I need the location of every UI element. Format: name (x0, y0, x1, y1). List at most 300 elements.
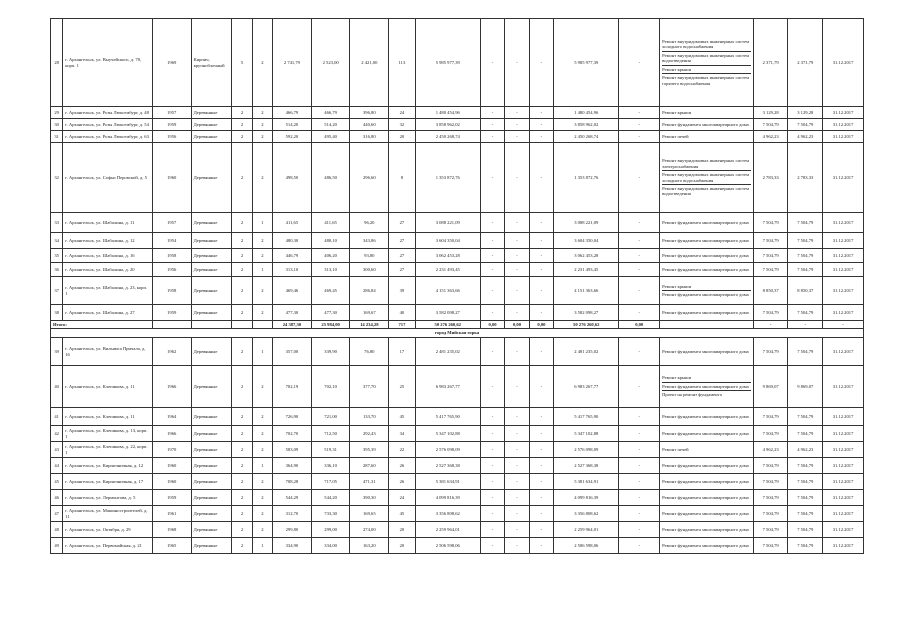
owners-fund-cell: 2 450 268,74 (554, 131, 619, 143)
work-type: Ремонт фундамента многоквартирного дома (662, 462, 749, 468)
row-number: 32 (51, 143, 63, 213)
work-type: Ремонт печей (662, 446, 689, 452)
floors-cell: 2 (232, 143, 252, 213)
total-area-cell: 446,79 (273, 249, 312, 263)
residential-area-cell: 395,39 (350, 442, 389, 458)
owners-fund-cell: 3 062 453,28 (554, 249, 619, 263)
deadline-cell: 31.12.2017 (823, 408, 864, 426)
living-area-cell: 733,30 (311, 506, 350, 522)
residents-cell: 27 (389, 263, 415, 277)
fund-regional-cell: - (505, 458, 529, 474)
deadline-cell: 31.12.2017 (823, 119, 864, 131)
limit-cost-cell: 4 962,23 (788, 131, 823, 143)
work-type: Ремонт внутридомовых инженерных систем водоотведения (662, 52, 751, 66)
fund1-sum: 0,00 (480, 321, 504, 329)
residential-area-cell: 2 421,00 (350, 19, 389, 107)
fund-federal-cell: - (480, 338, 504, 366)
total-area-cell: 583,09 (273, 442, 312, 458)
work-type: Ремонт фундамента многоквартирного дома (662, 252, 749, 258)
total-area-cell: 592,20 (273, 131, 312, 143)
fund-regional-cell: - (505, 338, 529, 366)
other-cell: - (619, 305, 660, 321)
address-cell: г. Архангельск, ул. Кирпичничная, д. 17 (63, 474, 153, 490)
table-row (51, 119, 864, 131)
residential-area-cell: 390,30 (350, 490, 389, 506)
other-sum: 0,00 (619, 321, 660, 329)
fund-federal-cell: - (480, 19, 504, 107)
owners-fund-cell: 3 356 808,62 (554, 506, 619, 522)
owners-fund-cell: 2 259 964,01 (554, 522, 619, 538)
work-type: Ремонт внутридомовых инженерных систем водоотведения (662, 185, 749, 197)
year-cell: 1956 (152, 131, 191, 143)
works-cell (660, 305, 754, 321)
address-cell: г. Архангельск, ул. Клепикова, д. 11 (63, 408, 153, 426)
address-cell: г. Архангельск, ул. Шабалина, д. 11 (63, 213, 153, 233)
cost-cell: 4 151 363,66 (415, 277, 480, 305)
year-cell: 1964 (152, 408, 191, 426)
repair-program-table (50, 18, 864, 554)
own-sum: 50 276 260,62 (554, 321, 619, 329)
fund-regional-cell: - (505, 506, 529, 522)
other-cell: - (619, 119, 660, 131)
total-label: Итого: (51, 321, 153, 329)
other-cell: - (619, 143, 660, 213)
limit-cost-cell: 3 129,28 (788, 107, 823, 119)
address-cell: г. Архангельск, ул. Лермонтова, д. 5 (63, 490, 153, 506)
table-row (51, 107, 864, 119)
table-row (51, 522, 864, 538)
residents-cell: 22 (389, 442, 415, 458)
fund-federal-cell: - (480, 408, 504, 426)
owners-fund-cell: 2 231 493,45 (554, 263, 619, 277)
cost-cell: 2 527 368,38 (415, 458, 480, 474)
total-area-cell: 498,50 (273, 143, 312, 213)
total-area-cell: 364,90 (273, 458, 312, 474)
year-cell: 1965 (152, 538, 191, 554)
fund-local-cell: - (529, 426, 553, 442)
entrances-cell: 2 (252, 305, 272, 321)
other-cell: - (619, 131, 660, 143)
other-cell: - (619, 277, 660, 305)
floors-cell: 2 (232, 458, 252, 474)
row-number: 45 (51, 474, 63, 490)
year-cell: 1962 (152, 338, 191, 366)
address-cell: г. Архангельск, ул. Розы Люксембург, д. 48 (63, 107, 153, 119)
work-type: Ремонт фундамента многоквартирного дома (662, 383, 751, 391)
entrances-cell: 1 (252, 538, 272, 554)
deadline-cell: 31.12.2017 (823, 19, 864, 107)
limit-cost-cell: 7 504,79 (788, 233, 823, 249)
living-area-cell: 480,10 (311, 233, 350, 249)
row-number: 43 (51, 442, 63, 458)
residents-cell: 26 (389, 458, 415, 474)
fund3-sum: 0,00 (529, 321, 553, 329)
address-cell: г. Архангельск, ул. Клепикова, д. 22, корп. 1 (63, 442, 153, 458)
row-number: 34 (51, 233, 63, 249)
table-row (51, 263, 864, 277)
wall-material-cell: Деревянные (191, 522, 232, 538)
limit-cost-cell: 7 504,79 (788, 426, 823, 442)
deadline-cell: 31.12.2017 (823, 366, 864, 408)
limit-cost-cell: 7 504,79 (788, 522, 823, 538)
residential-area-cell: 396,80 (350, 107, 389, 119)
residents-cell: 26 (389, 474, 415, 490)
wall-material-cell: Деревянные (191, 119, 232, 131)
unit-cost-cell: 7 504,79 (753, 263, 788, 277)
other-cell: - (619, 213, 660, 233)
owners-fund-cell: 5 417 765,90 (554, 408, 619, 426)
works-cell (660, 19, 754, 107)
works-cell (660, 249, 754, 263)
table-row (51, 366, 864, 408)
table-row (51, 277, 864, 305)
wall-material-cell: Деревянные (191, 263, 232, 277)
work-type: Ремонт фундамента многоквартирного дома (662, 478, 749, 484)
work-type: Ремонт печей (662, 133, 689, 139)
deadline-cell: 31.12.2017 (823, 277, 864, 305)
residents-cell: 8 (389, 143, 415, 213)
fund-federal-cell: - (480, 366, 504, 408)
table-row (51, 506, 864, 522)
entrances-cell: 2 (252, 442, 272, 458)
wall-material-cell: Деревянные (191, 506, 232, 522)
total-area-cell: 466,79 (273, 107, 312, 119)
entrances-cell: 2 (252, 277, 272, 305)
address-cell: г. Архангельск, ул. Первомайская, д. 21 (63, 538, 153, 554)
deadline-cell: 31.12.2017 (823, 233, 864, 249)
deadline-cell: 31.12.2017 (823, 263, 864, 277)
floors-cell: 2 (232, 119, 252, 131)
fund-federal-cell: - (480, 506, 504, 522)
table-row (51, 408, 864, 426)
limit-cost-cell: 7 504,79 (788, 305, 823, 321)
fund-federal-cell: - (480, 277, 504, 305)
residents-cell: 45 (389, 408, 415, 426)
limit-cost-cell: 7 504,79 (788, 490, 823, 506)
floors-cell: 2 (232, 277, 252, 305)
living-area-cell: 712,50 (311, 426, 350, 442)
fund-federal-cell: - (480, 107, 504, 119)
limit-cost-cell: 7 504,79 (788, 263, 823, 277)
work-type: Проект на ремонт фундамента (662, 392, 722, 398)
unit-cost-cell: 8 850,37 (753, 277, 788, 305)
entrances-cell: 2 (252, 19, 272, 107)
floors-cell: 2 (232, 506, 252, 522)
cost-cell: 3 062 453,28 (415, 249, 480, 263)
residential-area-cell: 76,80 (350, 338, 389, 366)
total-area-cell: 334,90 (273, 538, 312, 554)
limit-cost-cell: 7 504,79 (788, 249, 823, 263)
other-cell: - (619, 107, 660, 119)
residential-area-cell: 377,70 (350, 366, 389, 408)
works-cell (660, 506, 754, 522)
works-cell (660, 107, 754, 119)
entrances-cell: 2 (252, 408, 272, 426)
fund-regional-cell: - (505, 233, 529, 249)
work-type: Ремонт фундамента многоквартирного дома (662, 494, 749, 500)
total-area-cell: 312,70 (273, 506, 312, 522)
row-number: 40 (51, 366, 63, 408)
limit-cost-cell: 7 504,79 (788, 458, 823, 474)
row-number: 38 (51, 305, 63, 321)
limit-cost-cell: 7 504,79 (788, 213, 823, 233)
deadline-cell: 31.12.2017 (823, 213, 864, 233)
unit-cost-cell: 7 504,79 (753, 233, 788, 249)
floors-cell: 2 (232, 408, 252, 426)
fund-local-cell: - (529, 474, 553, 490)
work-type: Ремонт фундамента многоквартирного дома (662, 292, 749, 297)
fund-federal-cell: - (480, 522, 504, 538)
residents-cell: 40 (389, 305, 415, 321)
total-area-cell: 357,00 (273, 338, 312, 366)
year-cell: 1969 (152, 19, 191, 107)
work-type: Ремонт крыши (662, 66, 751, 74)
address-cell: г. Архангельск, ул. Клепикова, д. 13, корп. 1 (63, 426, 153, 442)
document-page (50, 18, 864, 554)
residential-area-cell: 440,60 (350, 119, 389, 131)
works-cell (660, 143, 754, 213)
cost-cell: 3 356 808,62 (415, 506, 480, 522)
residential-area-cell: 471,31 (350, 474, 389, 490)
total-area-cell: 313,10 (273, 263, 312, 277)
entrances-cell: 2 (252, 366, 272, 408)
total-area-cell: 708,28 (273, 474, 312, 490)
other-cell: - (619, 538, 660, 554)
entrances-cell: 2 (252, 490, 272, 506)
entrances-cell: 2 (252, 426, 272, 442)
residents-cell: 32 (389, 119, 415, 131)
deadline-cell: 31.12.2017 (823, 143, 864, 213)
work-type: Ремонт фундамента многоквартирного дома (662, 413, 749, 419)
year-cell: 1957 (152, 213, 191, 233)
limit-cost-cell: 7 504,79 (788, 474, 823, 490)
fund-federal-cell: - (480, 213, 504, 233)
other-cell: - (619, 490, 660, 506)
deadline-cell: 31.12.2017 (823, 338, 864, 366)
residents-cell: 24 (389, 490, 415, 506)
year-cell: 1959 (152, 119, 191, 131)
floors-cell: 2 (232, 338, 252, 366)
fund-regional-cell: - (505, 366, 529, 408)
wall-material-cell: Деревянные (191, 458, 232, 474)
living-area-cell: 702,10 (311, 366, 350, 408)
fund-local-cell: - (529, 408, 553, 426)
owners-fund-cell: 2 481 235,02 (554, 338, 619, 366)
residential-area-cell: 163,20 (350, 538, 389, 554)
wall-material-cell: Деревянные (191, 131, 232, 143)
living-area-cell: 299,00 (311, 522, 350, 538)
works-cell (660, 366, 754, 408)
fund-regional-cell: - (505, 408, 529, 426)
section-title: город Мийская горка (51, 329, 864, 338)
total-area-cell: 514,20 (273, 119, 312, 131)
total-area-cell: 2 741,79 (273, 19, 312, 107)
deadline-cell: 31.12.2017 (823, 538, 864, 554)
row-number: 39 (51, 338, 63, 366)
living-area-cell: 514,20 (311, 119, 350, 131)
work-type: Ремонт фундамента многоквартирного дома (662, 266, 749, 272)
floors-cell: 2 (232, 305, 252, 321)
owners-fund-cell: 1 480 454,96 (554, 107, 619, 119)
deadline-cell: 31.12.2017 (823, 506, 864, 522)
fund-regional-cell: - (505, 490, 529, 506)
unit-cost-cell: 7 504,79 (753, 474, 788, 490)
fund-federal-cell: - (480, 490, 504, 506)
fund-regional-cell: - (505, 213, 529, 233)
fund-local-cell: - (529, 366, 553, 408)
wall-material-cell: Деревянные (191, 474, 232, 490)
fund-regional-cell: - (505, 538, 529, 554)
entrances-cell: 2 (252, 143, 272, 213)
year-cell: 1958 (152, 277, 191, 305)
fund-regional-cell: - (505, 426, 529, 442)
deadline-cell: 31.12.2017 (823, 522, 864, 538)
year-cell: 1959 (152, 490, 191, 506)
residents-cell: 27 (389, 233, 415, 249)
cost-cell: 2 576 098,09 (415, 442, 480, 458)
owners-fund-cell: 5 347 102,88 (554, 426, 619, 442)
living-area-cell: 2 523,00 (311, 19, 350, 107)
fund-regional-cell: - (505, 474, 529, 490)
row-number: 46 (51, 490, 63, 506)
total-dash-3: - (823, 321, 864, 329)
unit-cost-cell: 7 504,79 (753, 338, 788, 366)
living-area-cell: 469,45 (311, 277, 350, 305)
owners-fund-cell: 2 506 598,06 (554, 538, 619, 554)
works-cell (660, 426, 754, 442)
entrances-cell: 2 (252, 506, 272, 522)
fund-local-cell: - (529, 19, 553, 107)
floors-cell: 5 (232, 19, 252, 107)
fund2-sum: 0,00 (505, 321, 529, 329)
unit-cost-cell: 7 504,79 (753, 305, 788, 321)
floors-cell: 2 (232, 131, 252, 143)
limit-cost-cell: 7 504,79 (788, 338, 823, 366)
deadline-cell: 31.12.2017 (823, 249, 864, 263)
floors-cell: 2 (232, 474, 252, 490)
unit-cost-cell: 9 869,07 (753, 366, 788, 408)
owners-fund-cell: 5 985 977,39 (554, 19, 619, 107)
works-cell (660, 131, 754, 143)
total-dash-2: - (788, 321, 823, 329)
row-number: 48 (51, 522, 63, 538)
year-cell: 1966 (152, 366, 191, 408)
entrances-cell: 1 (252, 213, 272, 233)
row-number: 35 (51, 249, 63, 263)
address-cell: г. Архангельск, ул. Клепикова, д. 11 (63, 366, 153, 408)
year-cell: 1958 (152, 249, 191, 263)
limit-cost-cell: 2 371,79 (788, 19, 823, 107)
owners-fund-cell: 3 858 962,02 (554, 119, 619, 131)
other-cell: - (619, 522, 660, 538)
table-row (51, 305, 864, 321)
table-row (51, 338, 864, 366)
residents-sum: 717 (389, 321, 415, 329)
address-cell: г. Архангельск, ул. Шабалина, д. 16 (63, 249, 153, 263)
owners-fund-cell: 4 151 363,66 (554, 277, 619, 305)
unit-cost-cell: 7 504,79 (753, 408, 788, 426)
entrances-cell: 2 (252, 474, 272, 490)
work-type: Ремонт внутридомовых инженерных систем электроснабжения (662, 157, 751, 171)
other-cell: - (619, 366, 660, 408)
unit-cost-cell: 4 962,23 (753, 131, 788, 143)
address-cell: г. Архангельск, ул. Октября, д. 29 (63, 522, 153, 538)
unit-cost-cell: 7 504,79 (753, 249, 788, 263)
address-cell: г. Архангельск, ул. Шабалина, д. 12 (63, 233, 153, 249)
living-area-cell: 339,90 (311, 338, 350, 366)
table-row (51, 19, 864, 107)
owners-fund-cell: 4 099 816,39 (554, 490, 619, 506)
fund-federal-cell: - (480, 474, 504, 490)
table-row (51, 474, 864, 490)
work-type: Ремонт внутридомовых инженерных систем горячего водоснабжения (662, 75, 749, 86)
fund-local-cell: - (529, 107, 553, 119)
residential-area-cell: 300,60 (350, 263, 389, 277)
address-cell: г. Архангельск, ул. Софьи Перовской, д. 5 (63, 143, 153, 213)
entrances-cell: 2 (252, 131, 272, 143)
address-cell: г. Архангельск, ул. Розы Люксембург, д. 63 (63, 131, 153, 143)
cost-cell: 5 381 634,91 (415, 474, 480, 490)
residents-cell: 20 (389, 538, 415, 554)
residents-cell: 17 (389, 338, 415, 366)
year-cell: 1970 (152, 442, 191, 458)
floors-cell: 2 (232, 366, 252, 408)
row-number: 30 (51, 119, 63, 131)
work-type: Ремонт фундамента многоквартирного дома (662, 348, 749, 354)
cost-cell: 3 088 221,09 (415, 213, 480, 233)
wall-material-cell: Деревянные (191, 490, 232, 506)
entrances-cell: 1 (252, 338, 272, 366)
works-cell (660, 338, 754, 366)
residential-area-cell: 93,80 (350, 249, 389, 263)
unit-cost-cell: 4 962,23 (753, 442, 788, 458)
total-area-cell: 702,19 (273, 366, 312, 408)
works-cell (660, 408, 754, 426)
deadline-cell: 31.12.2017 (823, 442, 864, 458)
other-cell: - (619, 506, 660, 522)
row-number: 44 (51, 458, 63, 474)
residents-cell: 39 (389, 277, 415, 305)
other-cell: - (619, 19, 660, 107)
row-number: 47 (51, 506, 63, 522)
wall-material-cell: Деревянные (191, 233, 232, 249)
living-area-cell: 544,20 (311, 490, 350, 506)
fund-local-cell: - (529, 538, 553, 554)
wall-material-cell: Деревянные (191, 442, 232, 458)
entrances-cell: 2 (252, 233, 272, 249)
year-cell: 1961 (152, 506, 191, 522)
fund-regional-cell: - (505, 305, 529, 321)
owners-fund-cell: 6 983 267,77 (554, 366, 619, 408)
work-type: Ремонт внутридомовых инженерных систем холодного водоснабжения (662, 38, 751, 52)
residents-cell: 27 (389, 249, 415, 263)
fund-local-cell: - (529, 263, 553, 277)
entrances-cell: 1 (252, 458, 272, 474)
unit-cost-cell: 7 504,79 (753, 426, 788, 442)
wall-material-cell: Деревянные (191, 107, 232, 119)
table-row (51, 143, 864, 213)
owners-fund-cell: 1 353 872,76 (554, 143, 619, 213)
floors-cell: 2 (232, 490, 252, 506)
fund-local-cell: - (529, 338, 553, 366)
year-cell: 1960 (152, 143, 191, 213)
living-area-sum: 25 984,00 (311, 321, 350, 329)
other-cell: - (619, 442, 660, 458)
fund-federal-cell: - (480, 143, 504, 213)
fund-federal-cell: - (480, 426, 504, 442)
unit-cost-cell: 7 504,79 (753, 522, 788, 538)
cost-cell: 2 259 964,01 (415, 522, 480, 538)
